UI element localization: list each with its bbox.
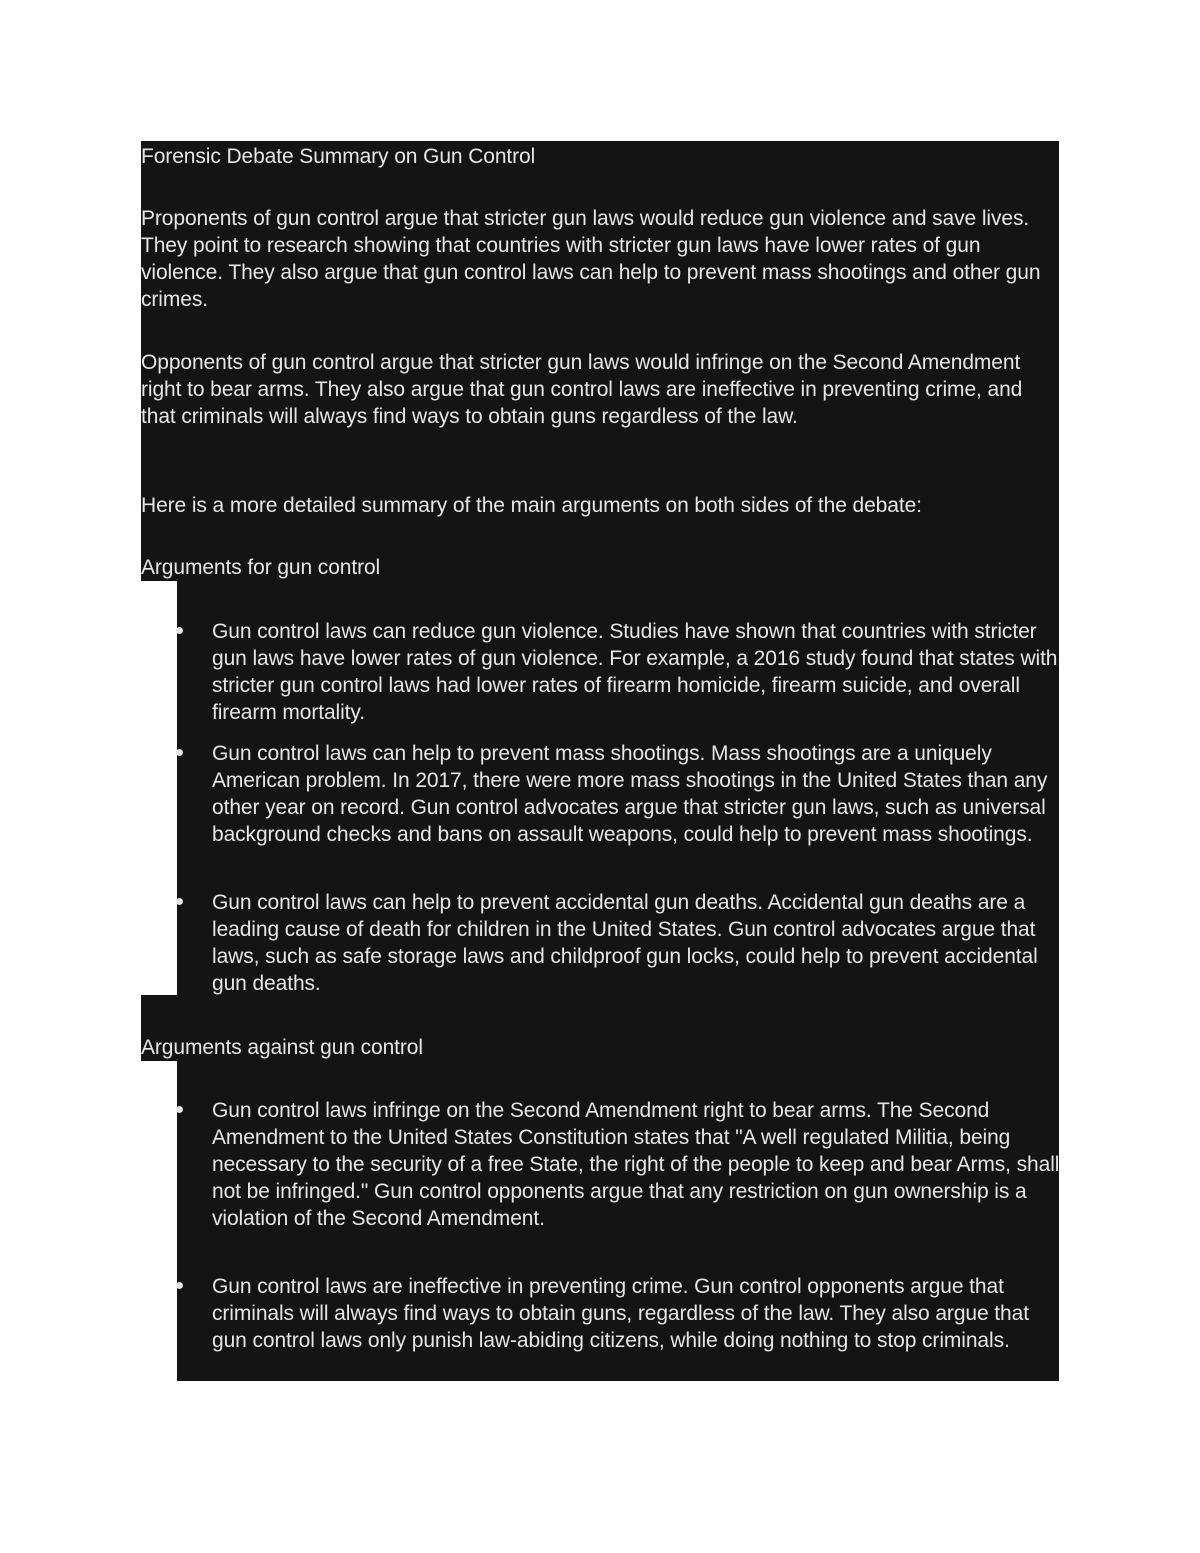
bullet-icon [176, 1106, 183, 1113]
list-item: Gun control laws can reduce gun violence. Studies have shown that countries with stricter gun laws have lower rates of gun violence. For example, a 2016 study found that states with stricter gun control laws had lower rates of firearm homicide, firearm suicide, and overall firearm mortality. [212, 620, 1058, 724]
list-item: Gun control laws are ineffective in preventing crime. Gun control opponents argue that criminals will always find ways to obtain guns, regardless of the law. They also argue that gun control laws only punish law-abiding citizens, while doing nothing to stop criminals. [212, 1275, 1029, 1352]
bullet-icon [176, 1282, 183, 1289]
section-heading-against: Arguments against gun control [141, 1036, 423, 1059]
section-heading-for: Arguments for gun control [141, 556, 381, 579]
document-title: Forensic Debate Summary on Gun Control [141, 145, 536, 168]
paragraph-summary-intro: Here is a more detailed summary of the main arguments on both sides of the debate: [141, 494, 922, 517]
paragraph-proponents: Proponents of gun control argue that stricter gun laws would reduce gun violence and save lives. They point to research showing that countries with stricter gun laws have lower rates of gun violence. They also argue that gun control laws can help to prevent mass shootings and other gun crimes. [141, 207, 1041, 311]
bullet-icon [176, 627, 183, 634]
bullet-icon [176, 898, 183, 905]
paragraph-opponents: Opponents of gun control argue that stricter gun laws would infringe on the Second Amendment right to bear arms. They also argue that gun control laws are ineffective in preventing crime, and that criminals will always find ways to obtain guns regardless of the law. [141, 351, 1023, 428]
list-item: Gun control laws infringe on the Second Amendment right to bear arms. The Second Amendment to the United States Constitution states that "A well regulated Militia, being necessary to the security of a free State, the right of the people to keep and bear Arms, shall not be infringed." Gun control opponents argue that any restriction on gun ownership is a violation of the Second Amendment. [212, 1099, 1060, 1230]
bullet-icon [176, 749, 183, 756]
list-item: Gun control laws can help to prevent accidental gun deaths. Accidental gun deaths are a leading cause of death for children in the United States. Gun control advocates argue that laws, such as safe storage laws and childproof gun locks, could help to prevent accidental gun deaths. [212, 891, 1038, 995]
list-item: Gun control laws can help to prevent mass shootings. Mass shootings are a uniquely American problem. In 2017, there were more mass shootings in the United States than any other year on record. Gun control advocates argue that stricter gun laws, such as universal background checks and bans on assault weapons, could help to prevent mass shootings. [212, 742, 1048, 846]
